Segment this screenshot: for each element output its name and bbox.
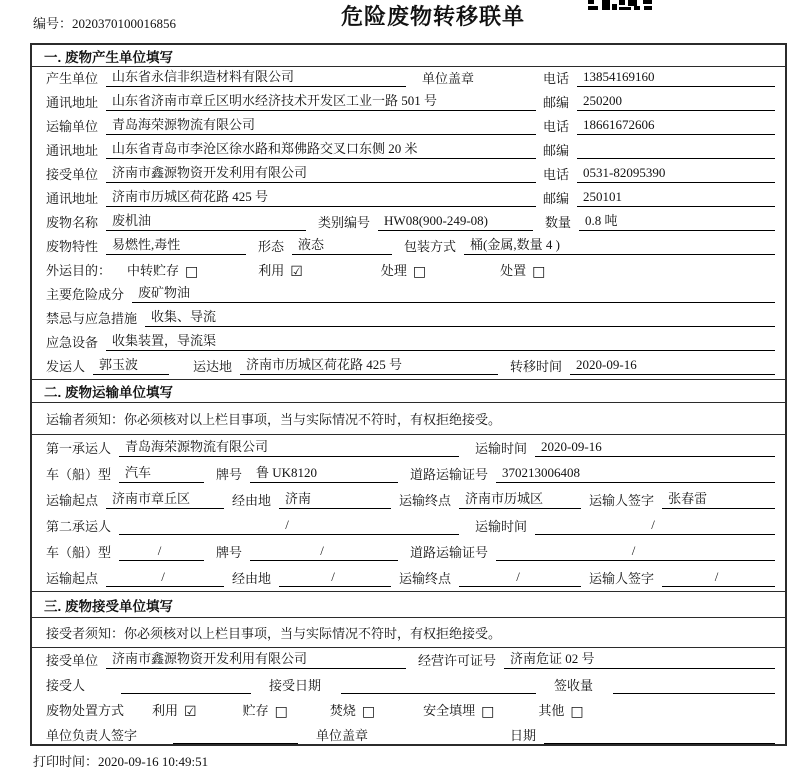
section1-header: 一. 废物产生单位填写 <box>32 45 785 67</box>
row-vehicle1 <box>32 461 785 487</box>
transporter-label: 运输单位 <box>46 119 99 134</box>
carrier-sign2-label: 运输人签字 <box>589 571 655 586</box>
disposal-utilize-checkbox-icon: ☑ <box>184 704 197 720</box>
acceptor-name-field <box>121 692 251 694</box>
route-start1-field: 济南市章丘区 <box>106 488 224 509</box>
document-header <box>0 0 796 43</box>
purpose-label: 外运目的： <box>46 263 112 278</box>
transfer-time-label: 转移时间 <box>510 359 563 374</box>
responsible-signature-label: 单位负责人签字 <box>46 728 138 743</box>
disposal-landfill-checkbox-icon: □ <box>481 704 495 720</box>
route-via1-field: 济南 <box>279 488 391 509</box>
receiver-name-field: 济南市鑫源物资开发利用有限公司 <box>106 162 536 183</box>
purpose-utilize-label: 利用 <box>258 263 285 278</box>
serial-label: 编号： <box>33 16 73 31</box>
signed-qty-field <box>613 692 775 694</box>
plate2-field: / <box>250 543 398 561</box>
unit-seal-label: 单位盖章 <box>422 71 475 86</box>
row-shipper <box>32 355 785 379</box>
transporter-notice: 运输者须知：你必须核对以上栏目事项，当与实际情况不符时，有权拒绝接受。 <box>32 403 785 435</box>
road-permit2-label: 道路运输证号 <box>410 545 489 560</box>
carrier-sign2-field: / <box>662 569 775 587</box>
waste-traits-field: 易燃性,毒性 <box>106 234 246 255</box>
plate2-label: 牌号 <box>216 545 243 560</box>
disposal-other-label: 其他 <box>538 703 565 718</box>
waste-qty-label: 数量 <box>545 215 572 230</box>
sign-date-field <box>544 742 775 744</box>
producer-name-field: 山东省永信非织造材料有限公司 <box>106 66 406 87</box>
transporter-address-field: 山东省青岛市李沧区徐水路和郑佛路交叉口东侧 20 米 <box>106 138 536 159</box>
transport-time2-field: / <box>535 517 775 535</box>
route-end1-label: 运输终点 <box>399 493 452 508</box>
section2-header: 二. 废物运输单位填写 <box>32 379 785 403</box>
transporter-zip-label: 邮编 <box>542 143 569 158</box>
license-label: 经营许可证号 <box>418 653 497 668</box>
purpose-dispose-label: 处置 <box>500 263 527 278</box>
row-disposal-method <box>32 698 785 723</box>
producer-zip-field: 250200 <box>577 93 775 111</box>
route-end2-label: 运输终点 <box>399 571 452 586</box>
row-responsible-signature <box>32 723 785 748</box>
row-producer-address <box>32 91 785 115</box>
row-waste-traits <box>32 235 785 259</box>
waste-category-field: HW08(900-249-08) <box>378 213 533 231</box>
responsible-signature-field <box>173 742 298 744</box>
transport-time1-field: 2020-09-16 <box>535 439 775 457</box>
emergency-measures-field: 收集、导流 <box>145 306 775 327</box>
purpose-treat-checkbox-icon: □ <box>412 264 427 280</box>
transfer-time-field: 2020-09-16 <box>570 357 775 375</box>
producer-label: 产生单位 <box>46 71 99 86</box>
hazard-components-label: 主要危险成分 <box>46 287 125 302</box>
row-receiving-unit <box>32 648 785 673</box>
waste-category-label: 类别编号 <box>318 215 371 230</box>
form-body <box>30 43 787 746</box>
transport-time2-label: 运输时间 <box>475 519 528 534</box>
section3-header: 三. 废物接受单位填写 <box>32 591 785 618</box>
row-receiver-address <box>32 187 785 211</box>
row-route1 <box>32 487 785 513</box>
receiver-notice: 接受者须知：你必须核对以上栏目事项，当与实际情况不符时，有权拒绝接受。 <box>32 618 785 648</box>
second-carrier-field: / <box>119 517 459 535</box>
destination-label: 运达地 <box>193 359 233 374</box>
row-waste-name <box>32 211 785 235</box>
producer-address-label: 通讯地址 <box>46 95 99 110</box>
road-permit2-field: / <box>496 543 775 561</box>
packing-field: 桶(金属,数量 4 ) <box>464 234 775 255</box>
receiver-phone-field: 0531-82095390 <box>577 165 775 183</box>
packing-label: 包装方式 <box>404 239 457 254</box>
print-time-label: 打印时间： <box>33 754 99 768</box>
signed-qty-label: 签收量 <box>554 678 594 693</box>
route-start2-label: 运输起点 <box>46 571 99 586</box>
row-second-carrier <box>32 513 785 539</box>
transporter-phone-label: 电话 <box>542 119 569 134</box>
row-transporter-address <box>32 139 785 163</box>
first-carrier-label: 第一承运人 <box>46 441 112 456</box>
vehicle-type1-field: 汽车 <box>119 462 204 483</box>
receiver-zip-label: 邮编 <box>542 191 569 206</box>
print-time-value: 2020-09-16 10:49:51 <box>98 754 209 768</box>
transporter-name-field: 青岛海荣源物流有限公司 <box>106 114 536 135</box>
row-emergency-measures <box>32 307 785 331</box>
second-carrier-label: 第二承运人 <box>46 519 112 534</box>
route-start2-field: / <box>106 569 224 587</box>
waste-name-field: 废机油 <box>106 210 306 231</box>
disposal-other-checkbox-icon: □ <box>570 704 584 720</box>
route-via2-field: / <box>279 569 391 587</box>
waste-form-field: 液态 <box>292 234 392 255</box>
qr-code-fragment <box>588 0 652 10</box>
unit-seal3-label: 单位盖章 <box>316 728 369 743</box>
route-end1-field: 济南市历城区 <box>459 488 581 509</box>
road-permit1-label: 道路运输证号 <box>410 467 489 482</box>
accept-date-field <box>341 692 536 694</box>
route-via2-label: 经由地 <box>232 571 272 586</box>
emergency-measures-label: 禁忌与应急措施 <box>46 311 138 326</box>
waste-traits-label: 废物特性 <box>46 239 99 254</box>
receiver-address-field: 济南市历城区荷花路 425 号 <box>106 186 536 207</box>
vehicle-type2-label: 车（船）型 <box>46 545 112 560</box>
license-field: 济南危证 02 号 <box>504 648 775 669</box>
page-title: 危险废物转移联单 <box>340 4 525 29</box>
accept-date-label: 接受日期 <box>269 678 322 693</box>
disposal-landfill-label: 安全填埋 <box>423 703 476 718</box>
row-first-carrier <box>32 435 785 461</box>
plate1-field: 鲁 UK8120 <box>250 462 398 483</box>
route-via1-label: 经由地 <box>232 493 272 508</box>
disposal-incinerate-checkbox-icon: □ <box>361 704 376 720</box>
transporter-phone-field: 18661672606 <box>577 117 775 135</box>
serial-value: 2020370100016856 <box>72 16 177 31</box>
producer-zip-label: 邮编 <box>542 95 569 110</box>
producer-address-field: 山东省济南市章丘区明水经济技术开发区工业一路 501 号 <box>106 90 536 111</box>
waste-qty-field: 0.8 吨 <box>579 210 775 231</box>
waste-form-label: 形态 <box>258 239 285 254</box>
purpose-storage-checkbox-icon: □ <box>185 264 199 280</box>
disposal-utilize-label: 利用 <box>152 703 179 718</box>
acceptor-label: 接受人 <box>46 678 86 693</box>
disposal-store-label: 贮存 <box>242 703 269 718</box>
row-transfer-purpose <box>32 259 785 283</box>
sign-date-label: 日期 <box>510 728 537 743</box>
emergency-equipment-label: 应急设备 <box>46 335 99 350</box>
purpose-storage-label: 中转贮存 <box>127 263 180 278</box>
receiving-unit-label: 接受单位 <box>46 653 99 668</box>
destination-field: 济南市历城区荷花路 425 号 <box>240 354 498 375</box>
producer-phone-label: 电话 <box>542 71 569 86</box>
vehicle-type1-label: 车（船）型 <box>46 467 112 482</box>
row-route2 <box>32 565 785 591</box>
disposal-incinerate-label: 焚烧 <box>329 703 356 718</box>
row-hazard-components <box>32 283 785 307</box>
emergency-equipment-field: 收集装置，导流渠 <box>106 330 775 351</box>
purpose-dispose-checkbox-icon: □ <box>532 264 546 280</box>
row-receiver <box>32 163 785 187</box>
receiver-phone-label: 电话 <box>542 167 569 182</box>
transporter-address-label: 通讯地址 <box>46 143 99 158</box>
row-acceptor <box>32 673 785 698</box>
carrier-sign1-label: 运输人签字 <box>589 493 655 508</box>
producer-phone-field: 13854169160 <box>577 69 775 87</box>
receiver-label: 接受单位 <box>46 167 99 182</box>
transporter-zip-field <box>577 157 775 159</box>
row-producer <box>32 67 785 91</box>
road-permit1-field: 370213006408 <box>496 465 775 483</box>
route-end2-field: / <box>459 569 581 587</box>
print-time <box>33 751 208 768</box>
receiving-unit-field: 济南市鑫源物资开发利用有限公司 <box>106 648 406 669</box>
row-transporter <box>32 115 785 139</box>
row-vehicle2 <box>32 539 785 565</box>
shipper-label: 发运人 <box>46 359 86 374</box>
purpose-treat-label: 处理 <box>380 263 407 278</box>
first-carrier-field: 青岛海荣源物流有限公司 <box>119 436 459 457</box>
carrier-sign1-field: 张春雷 <box>662 488 775 509</box>
receiver-zip-field: 250101 <box>577 189 775 207</box>
route-start1-label: 运输起点 <box>46 493 99 508</box>
plate1-label: 牌号 <box>216 467 243 482</box>
receiver-address-label: 通讯地址 <box>46 191 99 206</box>
transport-time1-label: 运输时间 <box>475 441 528 456</box>
row-emergency-equipment <box>32 331 785 355</box>
purpose-utilize-checkbox-icon: ☑ <box>290 264 303 280</box>
shipper-name-field: 郭玉波 <box>93 354 169 375</box>
vehicle-type2-field: / <box>119 543 204 561</box>
hazard-components-field: 废矿物油 <box>132 282 775 303</box>
waste-name-label: 废物名称 <box>46 215 99 230</box>
disposal-store-checkbox-icon: □ <box>274 704 288 720</box>
disposal-method-label: 废物处置方式 <box>46 703 125 718</box>
